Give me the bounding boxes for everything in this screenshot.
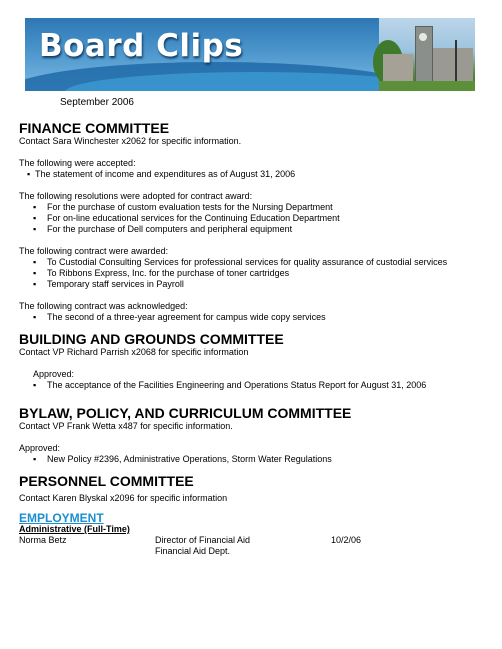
finance-accepted-list <box>19 169 489 180</box>
list-item: ▪ The statement of income and expenditures as of August 31, 2006 <box>35 169 489 180</box>
building-icon <box>383 54 413 82</box>
finance-awarded-intro: The following contract were awarded: <box>19 246 169 256</box>
issue-date: September 2006 <box>60 97 134 108</box>
bylaw-committee-heading: BYLAW, POLICY, AND CURRICULUM COMMITTEE <box>19 405 352 421</box>
bylaw-contact: Contact VP Frank Wetta x487 for specific information. <box>19 421 233 431</box>
building-approved-label: Approved: <box>33 369 75 379</box>
finance-resolutions-list <box>19 202 489 235</box>
table-row <box>19 535 489 546</box>
lawn <box>379 81 475 91</box>
lamp-post-icon <box>455 40 457 84</box>
personnel-committee-heading: PERSONNEL COMMITTEE <box>19 473 194 489</box>
building-icon <box>433 48 473 82</box>
bylaw-approved-list <box>19 454 489 465</box>
employee-date: 10/2/06 <box>331 535 362 545</box>
list-item: ▪ The second of a three-year agreement for campus wide copy services <box>47 312 489 323</box>
building-approved-list <box>19 380 489 391</box>
list-item: ▪ For the purchase of custom evaluation tests for the Nursing Department <box>47 202 489 213</box>
bylaw-approved-label: Approved: <box>19 443 61 453</box>
building-committee-heading: BUILDING AND GROUNDS COMMITTEE <box>19 331 284 347</box>
employee-name: Norma Betz <box>19 535 67 545</box>
finance-resolutions-intro: The following resolutions were adopted for contract award: <box>19 191 253 201</box>
list-item: ▪ For the purchase of Dell computers and peripheral equipment <box>47 224 489 235</box>
employee-department: Financial Aid Dept. <box>155 546 231 556</box>
list-item: ▪ For on-line educational services for the Continuing Education Department <box>47 213 489 224</box>
employee-position: Director of Financial Aid <box>155 535 251 545</box>
employment-category: Administrative (Full-Time) <box>19 524 130 534</box>
table-row <box>19 546 489 557</box>
document-body <box>19 96 489 557</box>
finance-accepted-intro: The following were accepted: <box>19 158 136 168</box>
finance-acknowledged-intro: The following contract was acknowledged: <box>19 301 188 311</box>
campus-photo <box>379 18 475 91</box>
clock-tower-icon <box>415 26 433 84</box>
list-item: ▪ To Custodial Consulting Services for professional services for quality assurance of custodial services <box>47 257 489 268</box>
list-item: ▪ Temporary staff services in Payroll <box>47 279 489 290</box>
finance-awarded-list <box>19 257 489 290</box>
banner-title: Board Clips <box>39 28 244 64</box>
board-clips-banner <box>25 18 475 91</box>
finance-committee-heading: FINANCE COMMITTEE <box>19 120 170 136</box>
finance-acknowledged-list <box>19 312 489 323</box>
list-item: ▪ The acceptance of the Facilities Engineering and Operations Status Report for August 31, 2006 <box>47 380 489 391</box>
employment-heading: EMPLOYMENT <box>19 511 104 525</box>
personnel-contact: Contact Karen Blyskal x2096 for specific information <box>19 493 228 503</box>
finance-contact: Contact Sara Winchester x2062 for specific information. <box>19 136 242 146</box>
list-item: ▪ To Ribbons Express, Inc. for the purchase of toner cartridges <box>47 268 489 279</box>
building-contact: Contact VP Richard Parrish x2068 for specific information <box>19 347 249 357</box>
list-item: ▪ New Policy #2396, Administrative Operations, Storm Water Regulations <box>47 454 489 465</box>
